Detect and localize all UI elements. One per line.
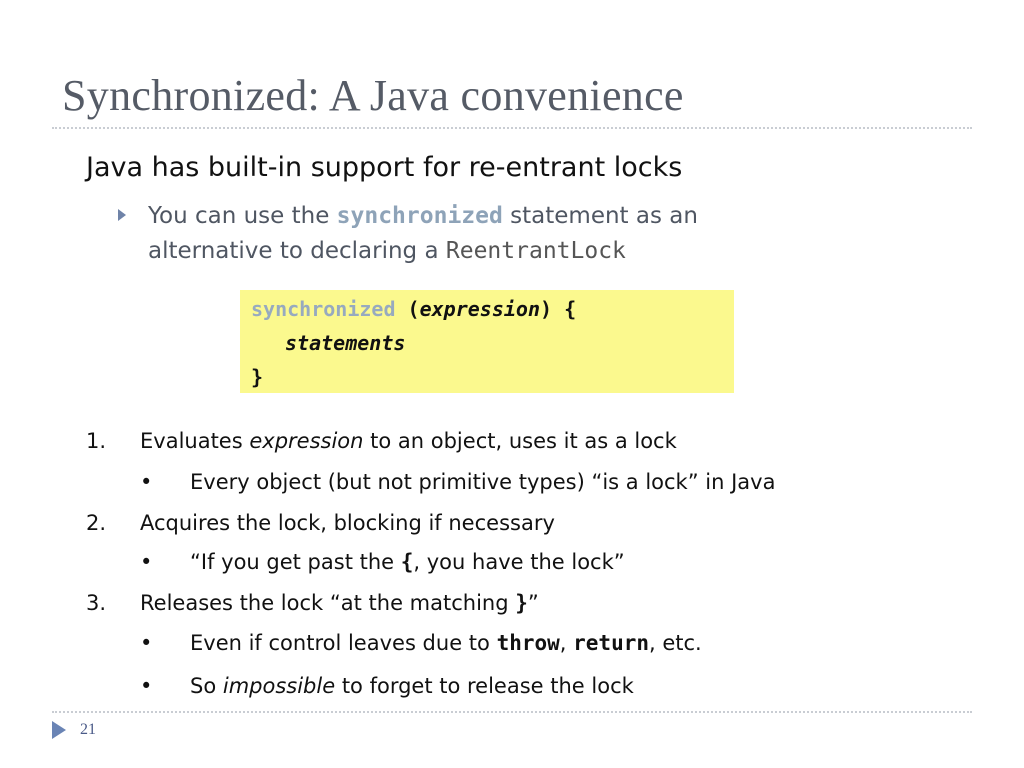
sub-item-4-em: impossible	[222, 674, 336, 698]
sub-bullet	[148, 199, 698, 269]
sub-item-1: Every object (but not primitive types) “is a lock” in Java	[190, 470, 776, 494]
code-line-2	[251, 326, 734, 360]
list-item-2: Acquires the lock, blocking if necessary	[140, 511, 555, 535]
return-keyword: return	[573, 631, 649, 655]
list-number-1: 1.	[86, 429, 107, 453]
list-item-1	[140, 429, 677, 453]
bullet-dot-4: •	[140, 674, 153, 698]
throw-keyword: throw	[496, 631, 560, 655]
list-number-3: 3.	[86, 591, 107, 615]
list-item-3	[140, 591, 539, 615]
sub-item-2	[190, 550, 625, 574]
list-number-2: 2.	[86, 511, 107, 535]
reentrantlock-class: ReentrantLock	[445, 238, 626, 264]
sub-item-4-pre: So	[190, 674, 223, 698]
bullet-arrow-icon	[118, 209, 126, 221]
sub-item-3-post: , etc.	[649, 631, 702, 655]
slide-title: Synchronized: A Java convenience	[62, 71, 684, 120]
code-end-brace: }	[251, 365, 264, 389]
slide-nav-arrow-icon	[52, 721, 66, 739]
sub-item-3-pre: Even if control leaves due to	[190, 631, 497, 655]
code-block	[240, 290, 734, 393]
code-statements: statements	[285, 331, 406, 355]
main-bullet: Java has built-in support for re-entrant locks	[86, 152, 683, 183]
bullet-dot-1: •	[140, 470, 153, 494]
list-item-1-pre: Evaluates	[140, 429, 250, 453]
sub-bullet-text-line2: alternative to declaring a	[148, 238, 446, 264]
bullet-dot-2: •	[140, 550, 153, 574]
code-open-paren: (	[395, 297, 420, 321]
sub-bullet-text-mid: statement as an	[502, 203, 698, 229]
sub-item-3-sep: ,	[559, 631, 574, 655]
sub-item-4-post: to forget to release the lock	[335, 674, 634, 698]
sub-item-2-code: {	[400, 550, 414, 574]
sub-bullet-text-pre: You can use the	[148, 203, 337, 229]
sub-item-4	[190, 674, 634, 698]
synchronized-keyword: synchronized	[336, 203, 503, 229]
list-item-3-pre: Releases the lock “at the matching	[140, 591, 516, 615]
code-line-3	[251, 360, 734, 394]
sub-item-3	[190, 631, 702, 655]
sub-item-2-post: , you have the lock”	[413, 550, 625, 574]
slide-number: 21	[80, 721, 96, 738]
title-divider	[52, 127, 972, 129]
code-line-1	[251, 292, 734, 326]
list-item-3-code: }	[515, 591, 528, 615]
list-item-3-post: ”	[527, 591, 539, 615]
sub-item-2-pre: “If you get past the	[190, 550, 401, 574]
list-item-1-em: expression	[249, 429, 364, 453]
list-item-1-post: to an object, uses it as a lock	[363, 429, 677, 453]
code-keyword: synchronized	[251, 297, 396, 321]
bullet-dot-3: •	[140, 631, 153, 655]
code-expression: expression	[419, 297, 541, 321]
footer-divider	[52, 711, 972, 713]
code-close: ) {	[540, 297, 577, 321]
